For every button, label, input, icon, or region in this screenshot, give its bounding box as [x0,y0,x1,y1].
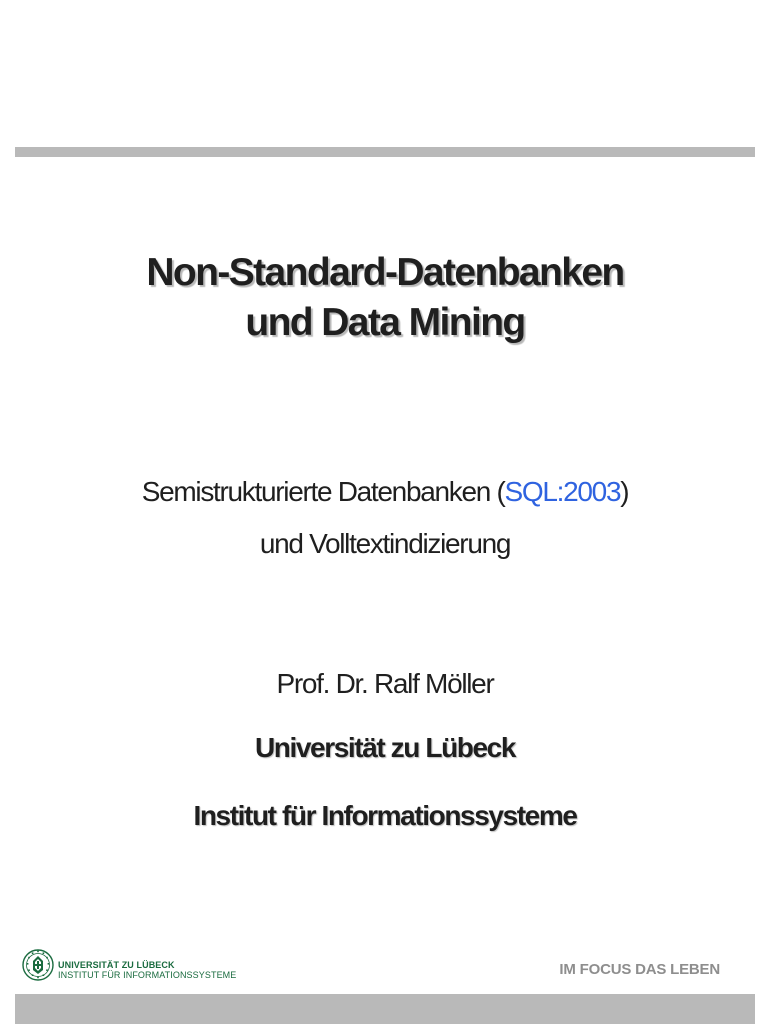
subtitle-line-1 [0,466,770,518]
title-line-1: Non-Standard-Datenbanken [146,251,624,294]
slide-title [0,248,770,348]
subtitle-prefix: Semistrukturierte Datenbanken ( [141,476,505,507]
university-seal-icon [22,934,54,996]
author-name: Prof. Dr. Ralf Möller [276,668,494,699]
institute-name: Institut für Informationssysteme [193,800,577,831]
sql-standard-highlight: SQL:2003 [504,476,621,507]
footer-university-block [58,960,236,980]
footer-slogan: IM FOCUS DAS LEBEN [559,961,720,978]
title-line-2: und Data Mining [245,301,525,344]
slide-subtitle [0,466,770,570]
university-name: Universität zu Lübeck [254,732,515,763]
footer-institute-name: INSTITUT FÜR INFORMATIONSSYSTEME [58,970,237,980]
subtitle-suffix: ) [620,476,629,507]
footer-university-name: UNIVERSITÄT ZU LÜBECK [58,960,175,970]
bottom-bar [15,994,755,1024]
top-divider [15,147,755,157]
subtitle-line-2: und Volltextindizierung [259,528,511,559]
